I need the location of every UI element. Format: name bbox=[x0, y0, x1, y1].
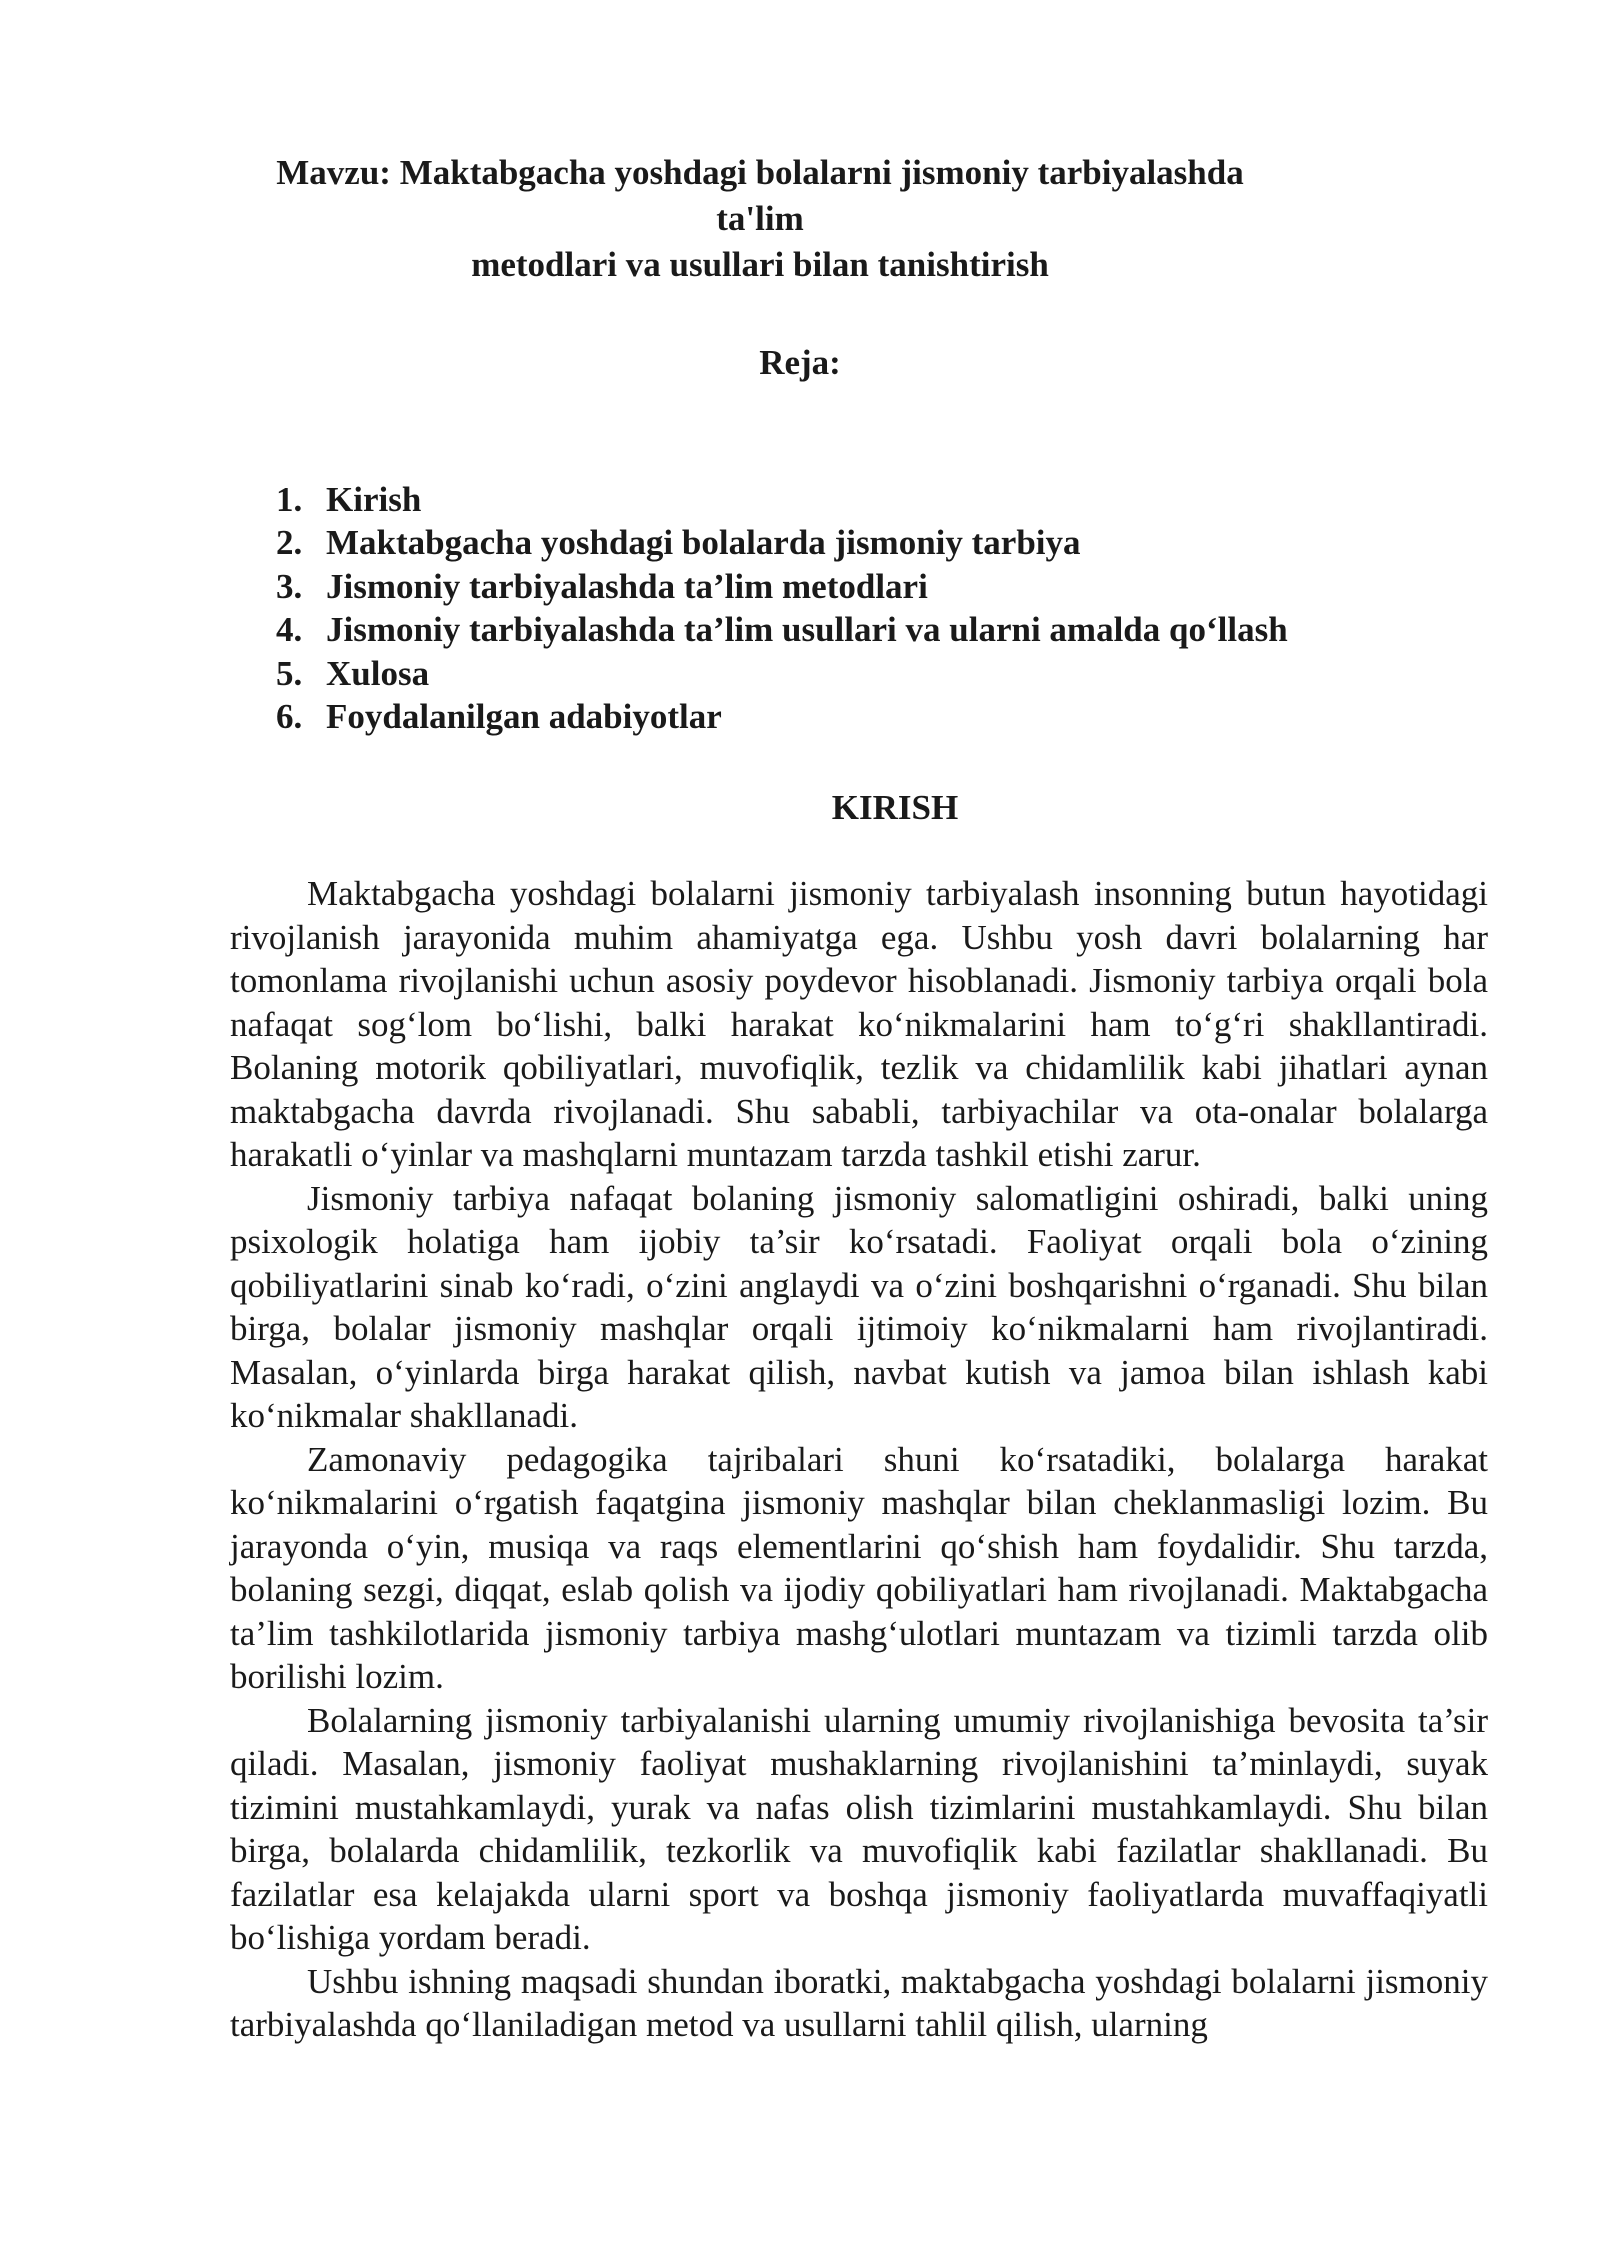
plan-item bbox=[276, 652, 1288, 695]
plan-item-number: 5. bbox=[276, 653, 303, 693]
plan-item-label: Foydalanilgan adabiyotlar bbox=[326, 696, 722, 736]
plan-item-number: 4. bbox=[276, 610, 303, 650]
plan-item bbox=[276, 608, 1288, 651]
plan-item-label: Jismoniy tarbiyalashda ta’lim usullari va ularni amalda qo‘llash bbox=[326, 610, 1288, 650]
title-line: metodlari va usullari bilan tanishtirish bbox=[471, 245, 1049, 284]
plan-item bbox=[276, 478, 1288, 521]
plan-item-number: 1. bbox=[276, 480, 303, 519]
paragraph: Ushbu ishning maqsadi shundan iboratki, maktabgacha yoshdagi bolalarni jismoniy tarbiyalashda qo‘llaniladigan metod va usullarni tahlil qilish, ularning bbox=[230, 1961, 1488, 2044]
plan-item-label: Jismoniy tarbiyalashda ta’lim metodlari bbox=[326, 566, 928, 606]
plan-item bbox=[276, 695, 1288, 738]
plan-list bbox=[276, 478, 1288, 738]
paragraph: Jismoniy tarbiya nafaqat bolaning jismoniy salomatligini oshiradi, balki uning psixologik holatiga ham ijobiy ta’sir ko‘rsatadi. Faoliyat orqali bola o‘zining qobiliyatlarini sinab ko‘radi, o‘zini anglaydi va o‘zini boshqarishni o‘rganadi. Shu bilan birga, bolalar jismoniy mashqlar orqali ijtimoiy ko‘nikmalarni ham rivojlantiradi. Masalan, o‘yinlarda birga harakat qilish, navbat kutish va jamoa bilan ishlash kabi ko‘nikmalar shakllanadi. bbox=[230, 1178, 1488, 1435]
title-line: Mavzu: Maktabgacha yoshdagi bolalarni jismoniy tarbiyalashda ta'lim bbox=[276, 153, 1244, 238]
plan-item bbox=[276, 565, 1288, 608]
section-heading: KIRISH bbox=[831, 788, 959, 827]
plan-item-number: 3. bbox=[276, 566, 303, 606]
plan-item-label: Kirish bbox=[326, 480, 422, 519]
paragraph: Zamonaviy pedagogika tajribalari shuni ko‘rsatadiki, bolalarga harakat ko‘nikmalarini o‘rgatish faqatgina jismoniy mashqlar bilan cheklanmasligi lozim. Bu jarayonda o‘yin, musiqa va raqs elementlarini qo‘shish ham foydalidir. Shu tarzda, bolaning sezgi, diqqat, eslab qolish va ijodiy qobiliyatlari ham rivojlanadi. Maktabgacha ta’lim tashkilotlarida jismoniy tarbiya mashg‘ulotlari muntazam va tizimli tarzda olib borilishi lozim. bbox=[230, 1439, 1488, 1696]
plan-item-label: Xulosa bbox=[326, 653, 430, 693]
plan-item bbox=[276, 521, 1288, 564]
document-title bbox=[230, 150, 1290, 288]
plan-heading: Reja: bbox=[759, 343, 841, 382]
plan-item-number: 2. bbox=[276, 523, 303, 563]
paragraph: Bolalarning jismoniy tarbiyalanishi ularning umumiy rivojlanishiga bevosita ta’sir qiladi. Masalan, jismoniy faoliyat mushaklarning rivojlanishini ta’minlaydi, suyak tizimini mustahkamlaydi, yurak va nafas olish tizimlarini mustahkamlaydi. Shu bilan birga, bolalarda chidamlilik, tezkorlik va muvofiqlik kabi fazilatlar shakllanadi. Bu fazilatlar esa kelajakda ularni sport va boshqa jismoniy faoliyatlarda muvaffaqiyatli bo‘lishiga yordam beradi. bbox=[230, 1700, 1488, 1957]
plan-item-number: 6. bbox=[276, 696, 303, 736]
plan-item-label: Maktabgacha yoshdagi bolalarda jismoniy tarbiya bbox=[326, 523, 1081, 563]
paragraph: Maktabgacha yoshdagi bolalarni jismoniy tarbiyalash insonning butun hayotidagi rivojlanish jarayonida muhim ahamiyatga ega. Ushbu yosh davri bolalarning har tomonlama rivojlanishi uchun asosiy poydevor hisoblanadi. Jismoniy tarbiya orqali bola nafaqat sog‘lom bo‘lishi, balki harakat ko‘nikmalarini ham to‘g‘ri shakllantiradi. Bolaning motorik qobiliyatlari, muvofiqlik, tezlik va chidamlilik kabi jihatlari aynan maktabgacha davrda rivojlanadi. Shu sababli, tarbiyachilar va ota-onalar bolalarga harakatli o‘yinlar va mashqlarni muntazam tarzda tashkil etishi zarur. bbox=[230, 874, 1488, 1174]
section-body bbox=[230, 872, 1488, 2047]
